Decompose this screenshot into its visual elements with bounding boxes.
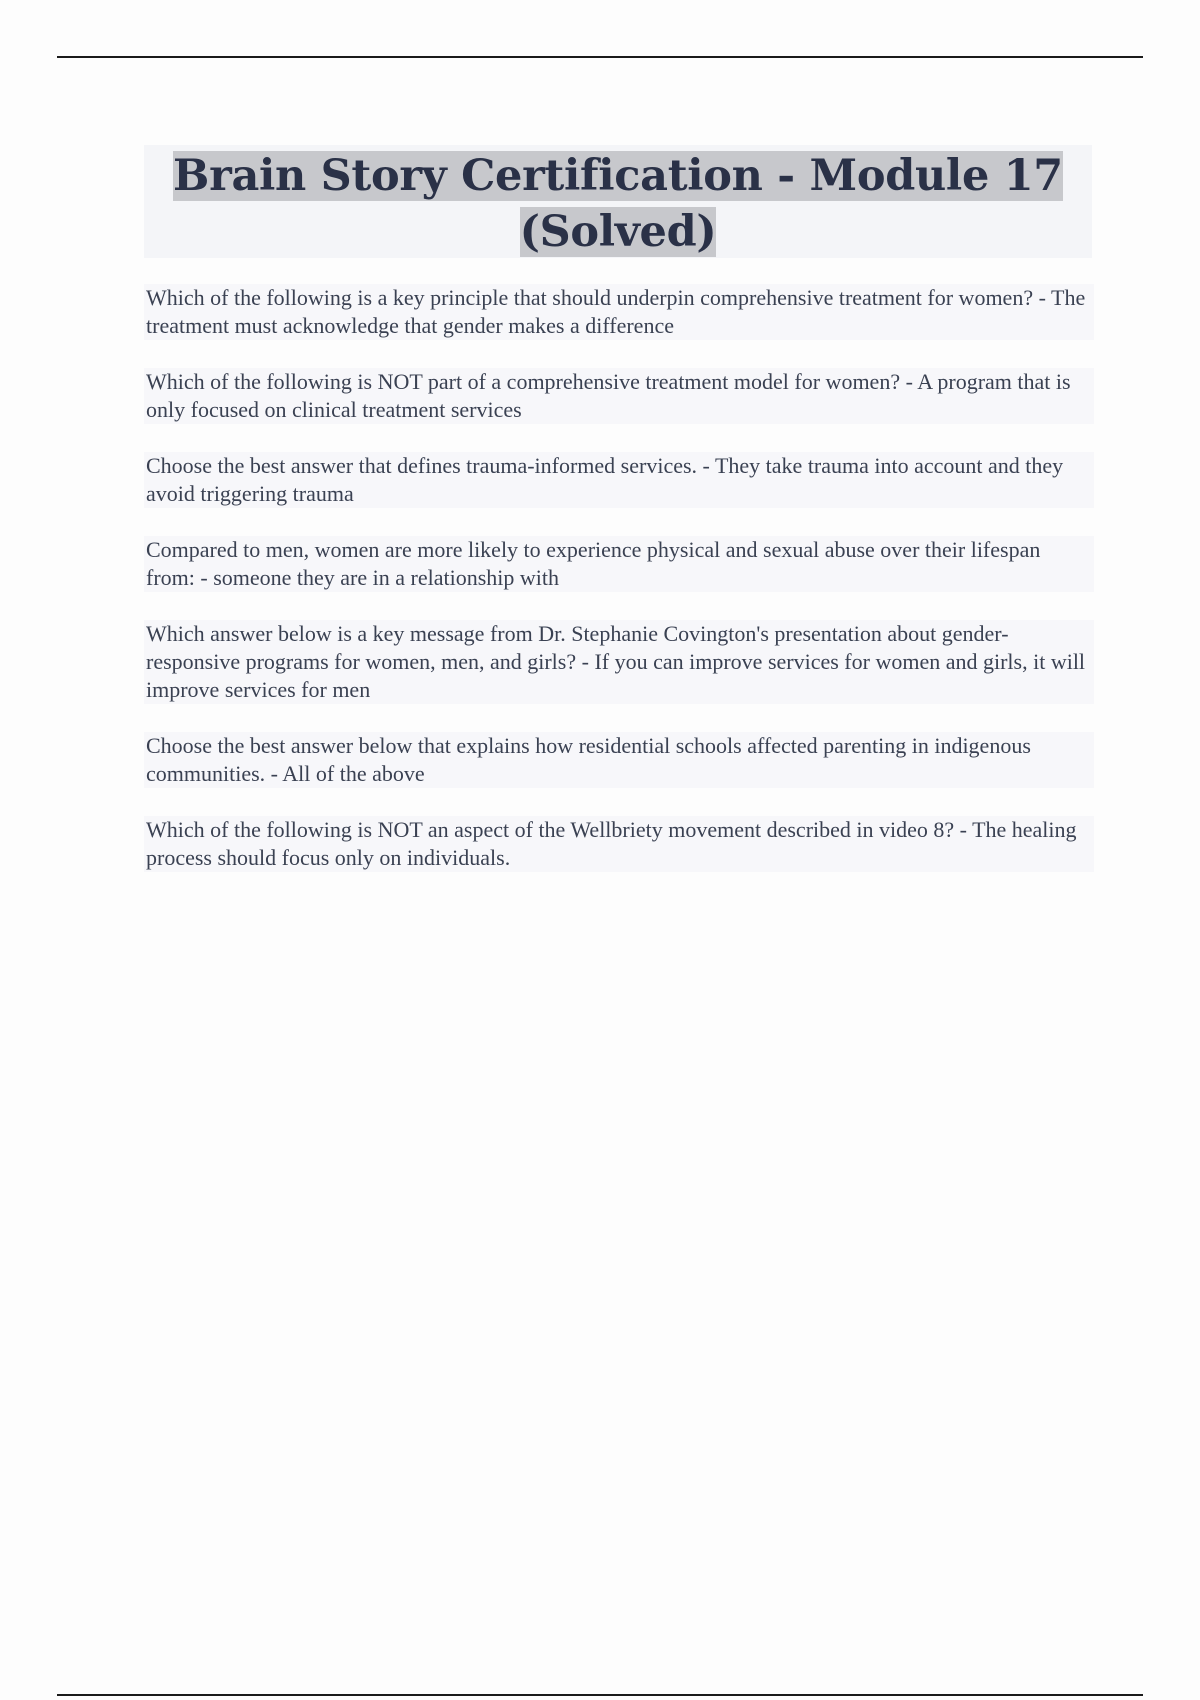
page-title: Brain Story Certification - Module 17 (Solved) <box>173 151 1063 257</box>
page-top-rule <box>57 56 1143 58</box>
page-bottom-rule <box>57 1694 1143 1696</box>
page-title-heading <box>144 145 1092 260</box>
qa-item-3: Choose the best answer that defines trauma-informed services. - They take trauma into account and they avoid triggering trauma <box>144 452 1094 508</box>
qa-item-6: Choose the best answer below that explains how residential schools affected parenting in indigenous communities. - All of the above <box>144 732 1094 788</box>
qa-item-2: Which of the following is NOT part of a comprehensive treatment model for women? - A program that is only focused on clinical treatment services <box>144 368 1094 424</box>
title-band <box>144 145 1092 258</box>
qa-item-1: Which of the following is a key principle that should underpin comprehensive treatment for women? - The treatment must acknowledge that gender makes a difference <box>144 284 1094 340</box>
qa-list <box>144 284 1094 900</box>
qa-item-4: Compared to men, women are more likely to experience physical and sexual abuse over their lifespan from: - someone they are in a relationship with <box>144 536 1094 592</box>
qa-item-7: Which of the following is NOT an aspect of the Wellbriety movement described in video 8? - The healing process should focus only on individuals. <box>144 816 1094 872</box>
qa-item-5: Which answer below is a key message from Dr. Stephanie Covington's presentation about gender-responsive programs for women, men, and girls? - If you can improve services for women and girls, it will improve services for men <box>144 620 1094 704</box>
